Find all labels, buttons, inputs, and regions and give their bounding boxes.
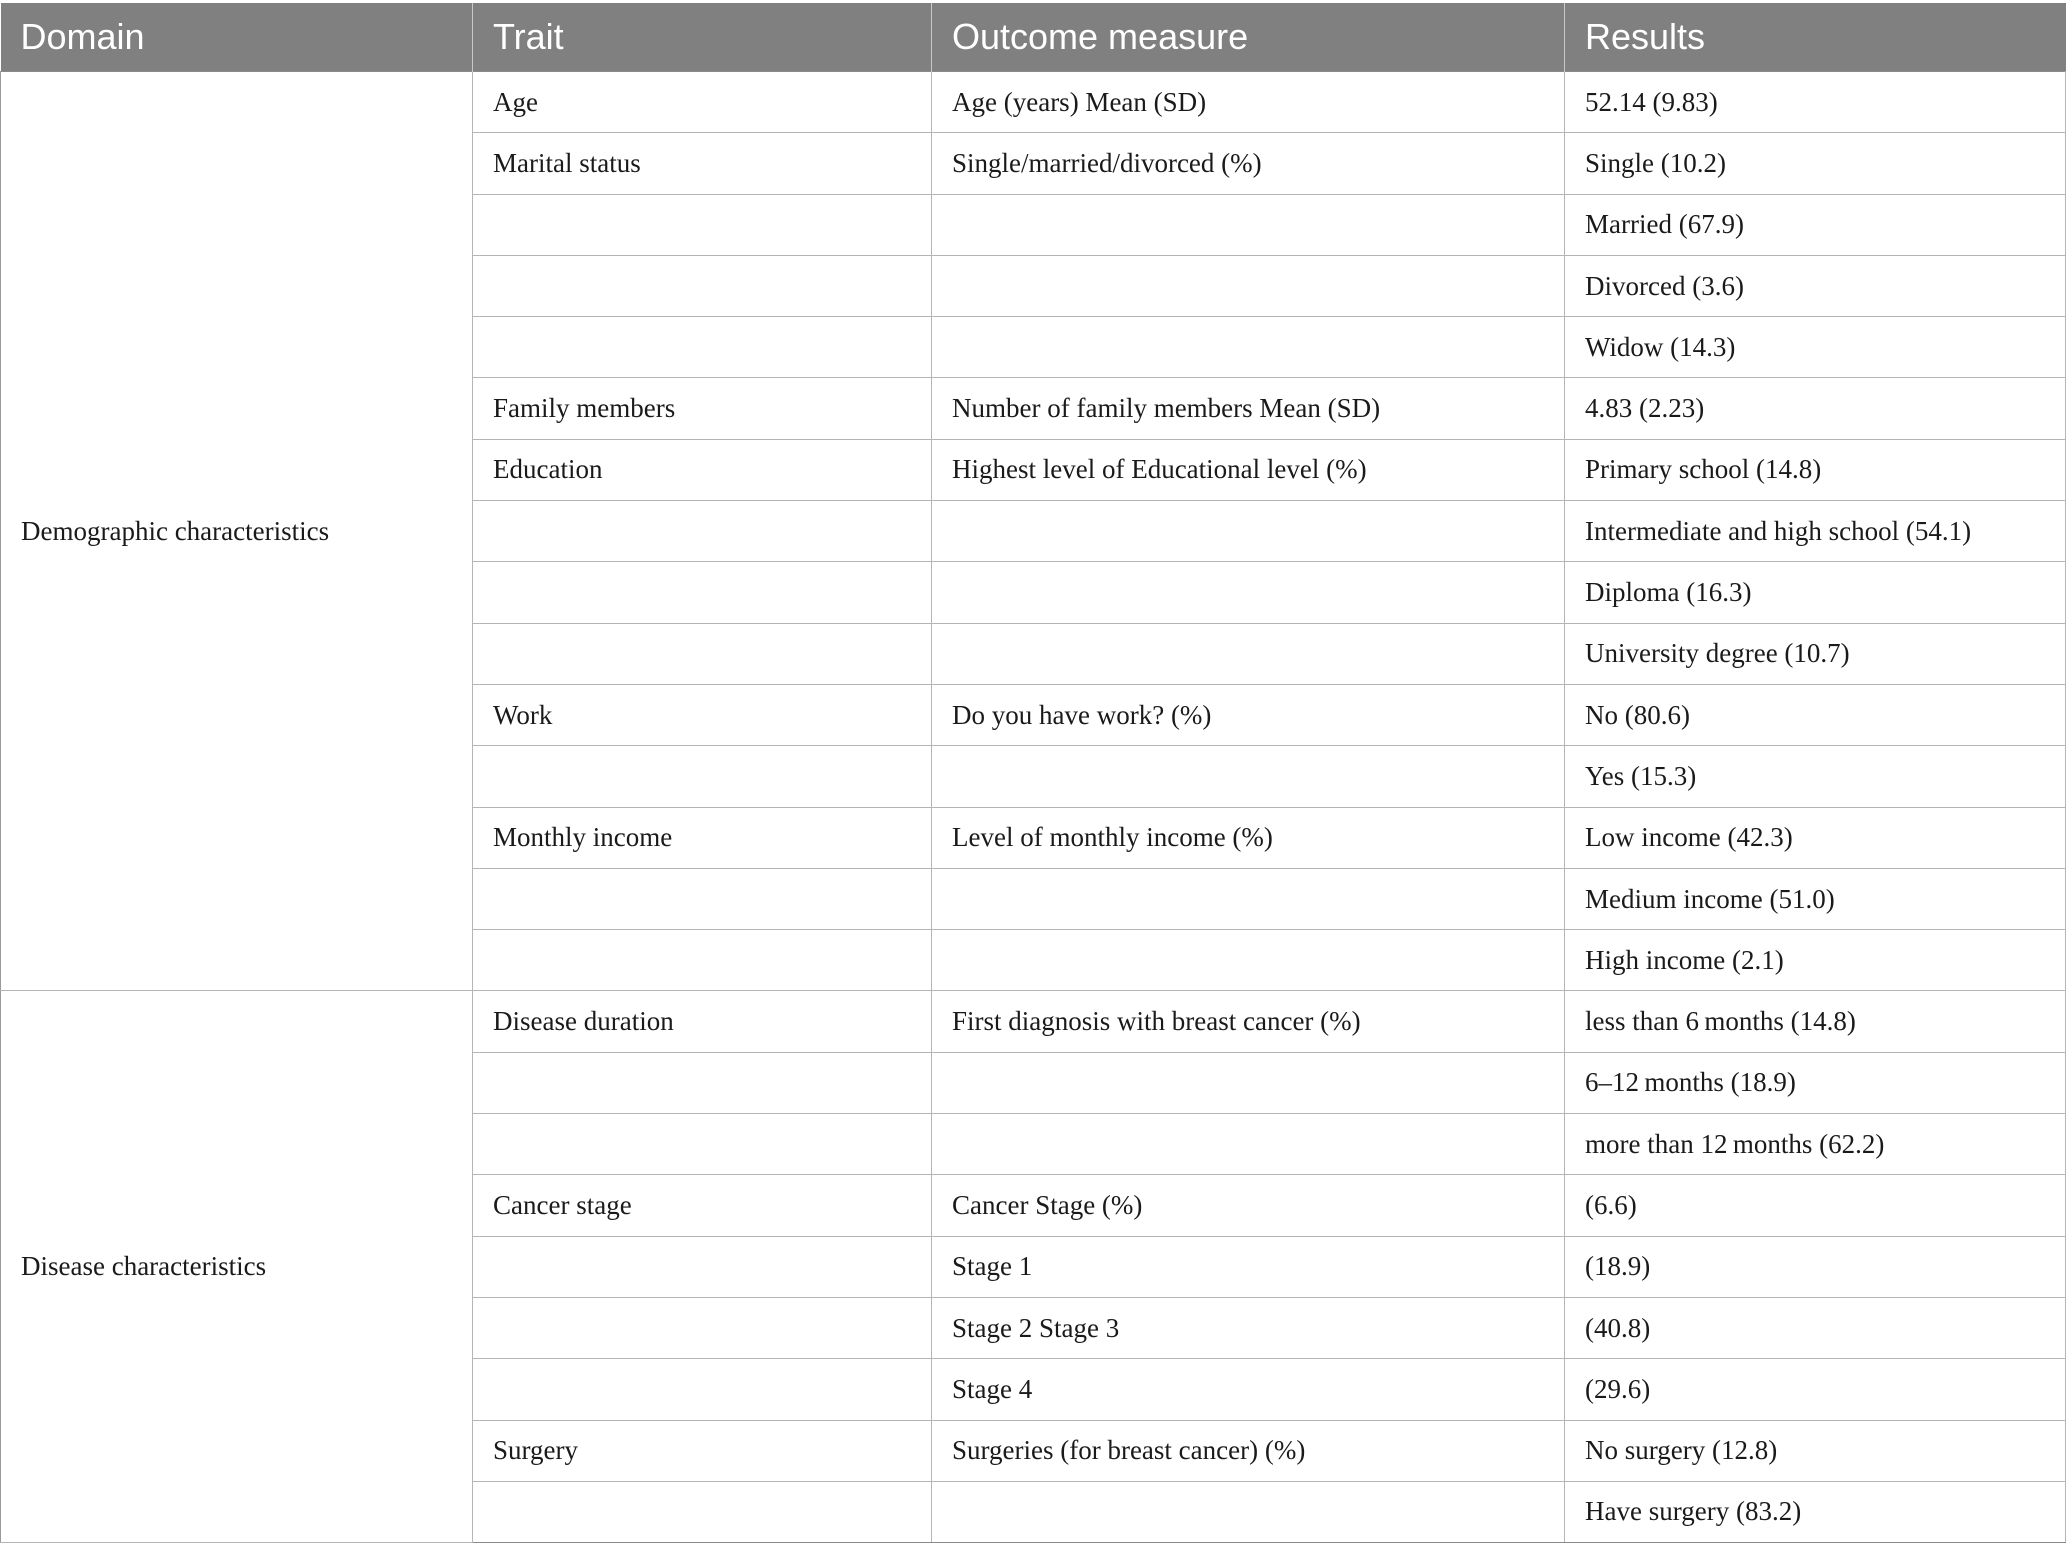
result-cell: Divorced (3.6) (1565, 255, 2066, 316)
outcome-measure-cell (932, 255, 1565, 316)
trait-cell: Cancer stage (473, 1175, 932, 1236)
outcome-measure-cell (932, 1052, 1565, 1113)
result-cell: (40.8) (1565, 1297, 2066, 1358)
result-cell: more than 12 months (62.2) (1565, 1114, 2066, 1175)
outcome-measure-cell: Number of family members Mean (SD) (932, 378, 1565, 439)
result-cell: (29.6) (1565, 1359, 2066, 1420)
outcome-measure-cell: Do you have work? (%) (932, 684, 1565, 745)
outcome-measure-cell (932, 623, 1565, 684)
result-cell: Have surgery (83.2) (1565, 1481, 2066, 1542)
trait-cell (473, 1481, 932, 1542)
outcome-measure-cell: Single/married/divorced (%) (932, 133, 1565, 194)
result-cell: Yes (15.3) (1565, 746, 2066, 807)
trait-cell: Education (473, 439, 932, 500)
table-body (1, 72, 2066, 1543)
trait-cell (473, 868, 932, 929)
result-cell: Primary school (14.8) (1565, 439, 2066, 500)
trait-cell: Monthly income (473, 807, 932, 868)
result-cell: (18.9) (1565, 1236, 2066, 1297)
trait-cell: Disease duration (473, 991, 932, 1052)
outcome-measure-cell: Stage 4 (932, 1359, 1565, 1420)
outcome-measure-cell: Cancer Stage (%) (932, 1175, 1565, 1236)
outcome-measure-cell: Surgeries (for breast cancer) (%) (932, 1420, 1565, 1481)
trait-cell (473, 317, 932, 378)
outcome-measure-cell: Stage 2 Stage 3 (932, 1297, 1565, 1358)
result-cell: (6.6) (1565, 1175, 2066, 1236)
trait-cell (473, 501, 932, 562)
result-cell: less than 6 months (14.8) (1565, 991, 2066, 1052)
trait-cell (473, 562, 932, 623)
trait-cell: Age (473, 72, 932, 133)
outcome-measure-cell (932, 562, 1565, 623)
data-table-container (0, 3, 2065, 1543)
trait-cell (473, 255, 932, 316)
trait-cell: Family members (473, 378, 932, 439)
trait-cell: Work (473, 684, 932, 745)
trait-cell (473, 1114, 932, 1175)
result-cell: University degree (10.7) (1565, 623, 2066, 684)
outcome-measure-cell (932, 317, 1565, 378)
result-cell: 4.83 (2.23) (1565, 378, 2066, 439)
result-cell: Diploma (16.3) (1565, 562, 2066, 623)
result-cell: 6–12 months (18.9) (1565, 1052, 2066, 1113)
trait-cell: Surgery (473, 1420, 932, 1481)
result-cell: No surgery (12.8) (1565, 1420, 2066, 1481)
table-row (1, 991, 2066, 1052)
trait-cell (473, 1052, 932, 1113)
outcome-measure-cell (932, 1481, 1565, 1542)
trait-cell (473, 623, 932, 684)
table-row (1, 72, 2066, 133)
header-outcome-measure: Outcome measure (932, 3, 1565, 72)
outcome-measure-cell: Stage 1 (932, 1236, 1565, 1297)
trait-cell: Marital status (473, 133, 932, 194)
header-results: Results (1565, 3, 2066, 72)
outcome-measure-cell (932, 1114, 1565, 1175)
header-trait: Trait (473, 3, 932, 72)
trait-cell (473, 1236, 932, 1297)
trait-cell (473, 1297, 932, 1358)
table-header (1, 3, 2066, 72)
result-cell: Medium income (51.0) (1565, 868, 2066, 929)
result-cell: Single (10.2) (1565, 133, 2066, 194)
result-cell: High income (2.1) (1565, 930, 2066, 991)
result-cell: No (80.6) (1565, 684, 2066, 745)
trait-cell (473, 194, 932, 255)
result-cell: Low income (42.3) (1565, 807, 2066, 868)
result-cell: Intermediate and high school (54.1) (1565, 501, 2066, 562)
outcome-measure-cell: First diagnosis with breast cancer (%) (932, 991, 1565, 1052)
outcome-measure-cell (932, 746, 1565, 807)
result-cell: Married (67.9) (1565, 194, 2066, 255)
outcome-measure-cell (932, 930, 1565, 991)
domain-cell: Disease characteristics (1, 991, 473, 1543)
result-cell: Widow (14.3) (1565, 317, 2066, 378)
result-cell: 52.14 (9.83) (1565, 72, 2066, 133)
trait-cell (473, 1359, 932, 1420)
header-row (1, 3, 2066, 72)
trait-cell (473, 930, 932, 991)
characteristics-table (0, 3, 2066, 1543)
header-domain: Domain (1, 3, 473, 72)
outcome-measure-cell (932, 194, 1565, 255)
outcome-measure-cell (932, 868, 1565, 929)
outcome-measure-cell: Age (years) Mean (SD) (932, 72, 1565, 133)
outcome-measure-cell: Highest level of Educational level (%) (932, 439, 1565, 500)
outcome-measure-cell (932, 501, 1565, 562)
domain-cell: Demographic characteristics (1, 72, 473, 991)
trait-cell (473, 746, 932, 807)
outcome-measure-cell: Level of monthly income (%) (932, 807, 1565, 868)
